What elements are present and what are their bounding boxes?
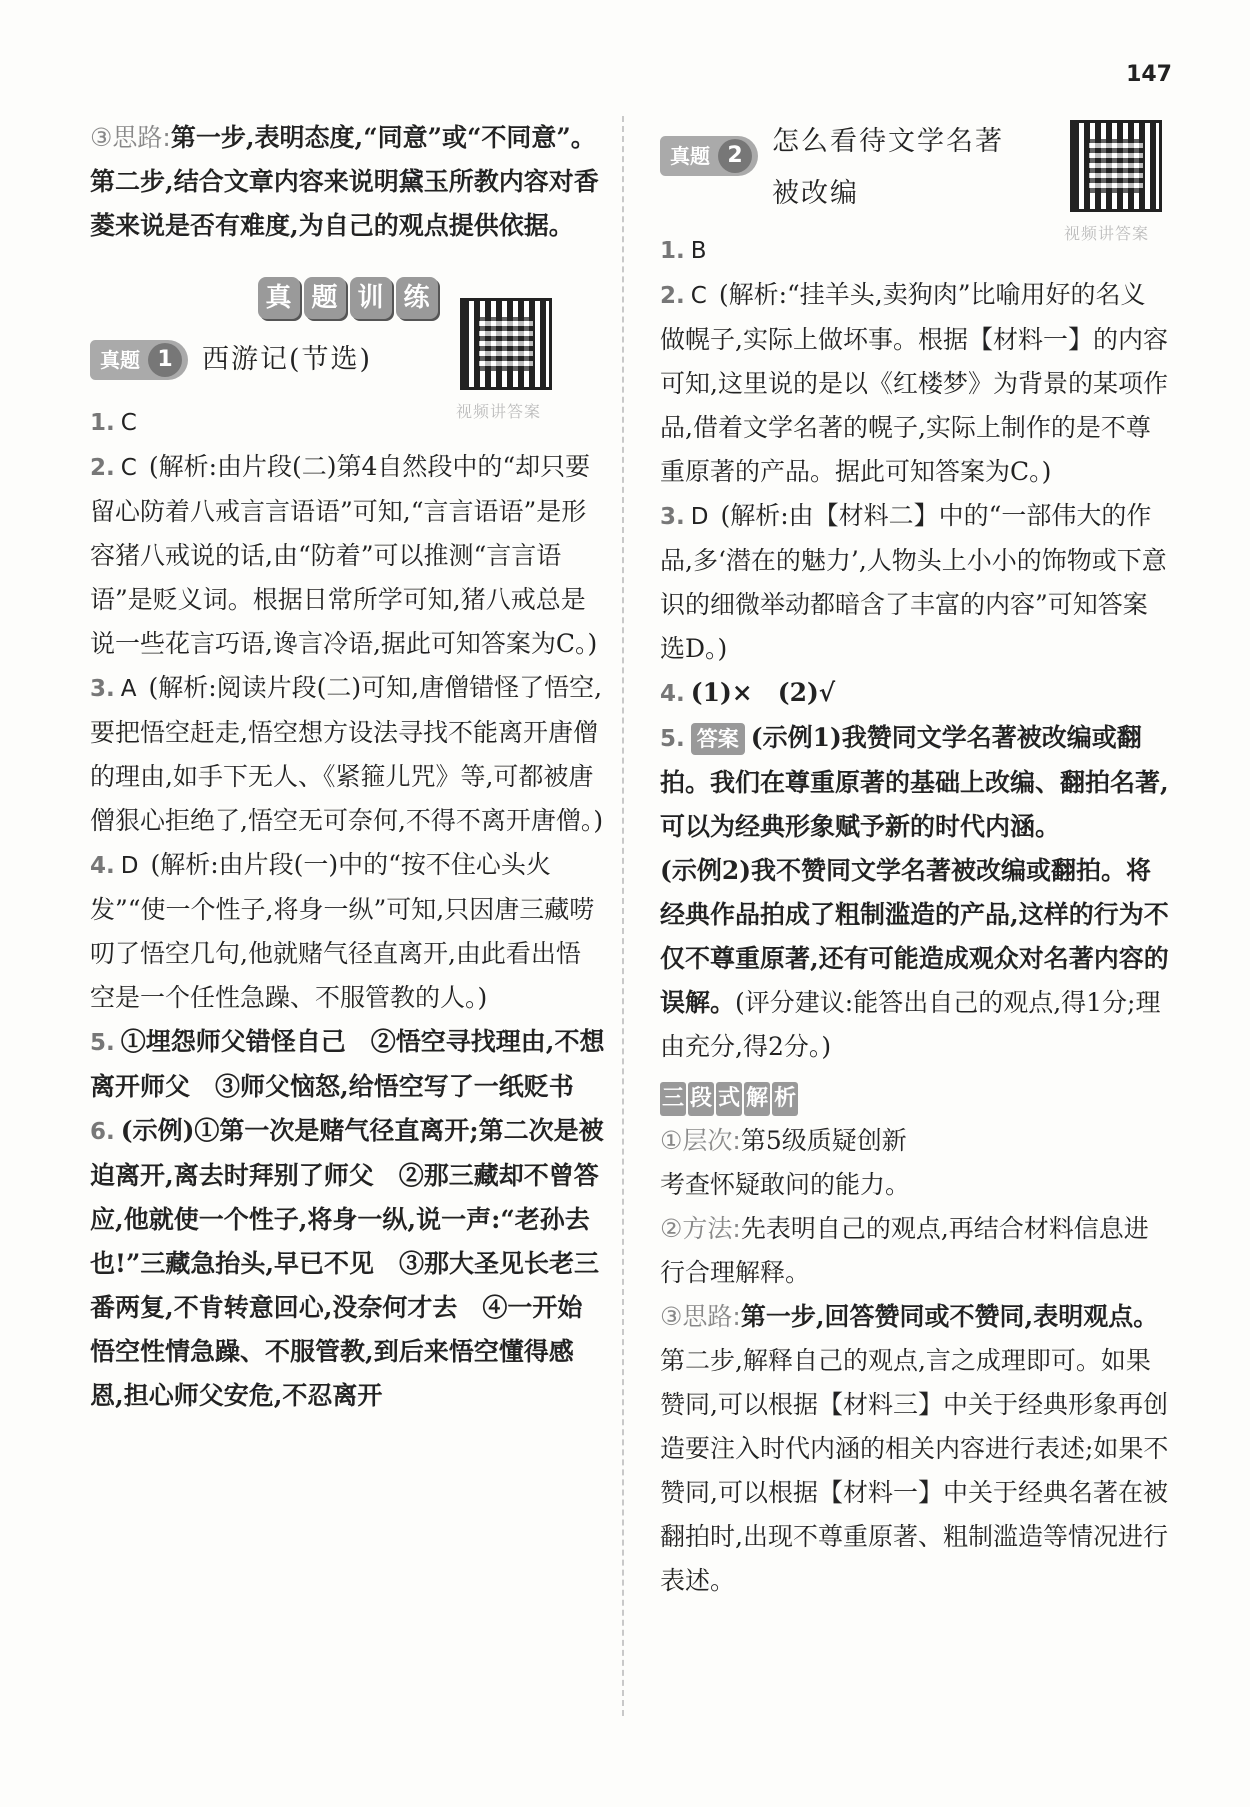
explanation: (解析:由片段(一)中的“按不住心头火发”“使一个性子,将身一纵”可知,只因唐三藏唠叨了悟空几句,他就赌气径直离开,由此看出悟空是一个任性急躁、不服管教的人。) <box>90 850 595 1012</box>
level-text: 第5级质疑创新 <box>740 1126 907 1155</box>
heading-char: 三 <box>660 1082 686 1116</box>
analysis-level-sub: 考查怀疑敢问的能力。 <box>660 1170 911 1199</box>
question-number: 3. <box>660 504 685 530</box>
answer-letter: A <box>120 676 137 702</box>
left-column <box>90 116 605 1418</box>
answer-letter: C <box>120 410 137 436</box>
answer-letter: B <box>690 238 707 264</box>
zhenti-2-tag <box>660 136 758 176</box>
thinking-step1: 第一步,回答赞同或不赞同,表明观点。 <box>740 1302 1159 1331</box>
question-number: 1. <box>90 410 115 436</box>
qr-code-icon[interactable] <box>1070 120 1162 212</box>
zhenti-2-title <box>772 116 1004 220</box>
zhenti-2-title-line2: 被改编 <box>772 178 859 209</box>
right-column <box>660 116 1170 1603</box>
answer-text: (示例)①第一次是赌气径直离开;第二次是被迫离开,离去时拜别了师父 ②那三藏却不曾答应,他就使一个性子,将身一纵,说一声:“老孙去也!”三藏急抬头,早已不见 ③那大圣见长老三番两复,不肯转意回心,没奈何才去 ④一开始悟空性情急躁、不服管教,到后来悟空懂得感恩,担心师父安危,不忍离开 <box>90 1116 604 1410</box>
answer-letter: C <box>690 283 707 309</box>
answer-badge: 答案 <box>691 723 745 755</box>
answer-text: ①埋怨师父错怪自己 ②悟空寻找理由,不想离开师父 ③师父恼怒,给悟空写了一纸贬书 <box>90 1027 605 1101</box>
answer-text: (1)× (2)√ <box>690 678 836 707</box>
scoring-note: (评分建议:能答出自己的观点,得1分;理由充分,得2分。) <box>660 988 1161 1061</box>
zhenti-1-header <box>90 338 605 421</box>
method-label: ②方法: <box>660 1214 741 1243</box>
right-q2 <box>660 273 1170 494</box>
left-q2 <box>90 445 605 666</box>
page-number: 147 <box>1126 62 1172 87</box>
zhenti-tag-number: 1 <box>148 343 182 377</box>
heading-char: 式 <box>716 1082 742 1116</box>
method-text: 先表明自己的观点,再结合材料信息进行合理解释。 <box>660 1214 1149 1287</box>
right-q4 <box>660 671 1170 716</box>
intro-rest: 第二步,结合文章内容来说明黛玉所教内容对香菱来说是否有难度,为自己的观点提供依据。 <box>90 167 599 240</box>
explanation: (解析:由片段(二)第4自然段中的“却只要留心防着八戒言言语语”可知,“言言语语”是形容猪八戒说的话,由“防着”可以推测“言言语语”是贬义词。根据日常所学可知,猪八戒总是说一些花言巧语,谗言冷语,据此可知答案为C。) <box>90 452 598 658</box>
zhenti-2-header <box>660 116 1170 243</box>
answer-letter: D <box>120 853 139 879</box>
analysis-level <box>660 1119 1170 1163</box>
analysis-method <box>660 1207 1170 1295</box>
question-number: 3. <box>90 676 115 702</box>
question-number: 4. <box>660 681 685 707</box>
level-label: ①层次: <box>660 1126 741 1155</box>
zhenti-1-tag <box>90 340 188 380</box>
right-q3 <box>660 494 1170 671</box>
question-number: 6. <box>90 1119 115 1145</box>
question-number: 1. <box>660 238 685 264</box>
zhenti-tag-label: 真题 <box>670 144 710 168</box>
question-number: 4. <box>90 853 115 879</box>
question-number: 2. <box>660 283 685 309</box>
explanation: (解析:“挂羊头,卖狗肉”比喻用好的名义做幌子,实际上做坏事。根据【材料一】的内容可知,这里说的是以《红楼梦》为背景的某项作品,借着文学名著的幌子,实际上制作的是不尊重原著的产品。据此可知答案为C。) <box>660 280 1168 486</box>
heading-char: 段 <box>688 1082 714 1116</box>
explanation: (解析:由【材料二】中的“一部伟大的作品,多‘潜在的魅力’,人物头上小小的饰物或下意识的细微举动都暗含了丰富的内容”可知答案选D。) <box>660 501 1167 663</box>
section-title-char: 训 <box>350 277 392 319</box>
intro-line1: 第一步,表明态度,“同意”或“不同意”。 <box>170 123 596 152</box>
section-title-char: 练 <box>396 277 438 319</box>
analysis-thinking <box>660 1295 1170 1339</box>
question-number: 5. <box>90 1030 115 1056</box>
left-q6 <box>90 1109 605 1418</box>
question-number: 2. <box>90 455 115 481</box>
answer-letter: C <box>120 455 137 481</box>
question-number: 5. <box>660 726 685 752</box>
heading-char: 析 <box>772 1082 798 1116</box>
section-title-char: 真 <box>258 277 300 319</box>
zhenti-tag-number: 2 <box>718 139 752 173</box>
explanation: (解析:阅读片段(二)可知,唐僧错怪了悟空,要把悟空赶走,悟空想方设法寻找不能离开唐僧的理由,如手下无人、《紧箍儿咒》等,可都被唐僧狠心拒绝了,悟空无可奈何,不得不离开唐僧。) <box>90 673 604 835</box>
column-divider <box>622 116 624 1716</box>
three-part-analysis-heading <box>660 1075 800 1119</box>
intro-label: ③思路: <box>90 123 171 152</box>
zhenti-tag-label: 真题 <box>100 348 140 372</box>
left-q3 <box>90 666 605 843</box>
qr-caption: 视频讲答案 <box>456 402 542 421</box>
zhenti-1-title: 西游记(节选) <box>202 344 373 375</box>
example-1: (示例1)我赞同文学名著被改编或翻拍。我们在尊重原著的基础上改编、翻拍名著,可以为经典形象赋予新的时代内涵。 <box>660 723 1169 841</box>
right-q5 <box>660 716 1170 849</box>
right-q5-example2 <box>660 849 1170 1069</box>
answer-letter: D <box>690 504 709 530</box>
left-q4 <box>90 843 605 1020</box>
qr-code-icon[interactable] <box>460 298 552 390</box>
zhenti-2-title-line1: 怎么看待文学名著 <box>772 126 1004 157</box>
analysis-thinking-step2: 第二步,解释自己的观点,言之成理即可。如果赞同,可以根据【材料三】中关于经典形象再创造要注入时代内涵的相关内容进行表述;如果不赞同,可以根据【材料一】中关于经典名著在被翻拍时,出现不尊重原著、粗制滥造等情况进行表述。 <box>660 1346 1169 1595</box>
intro-thinking <box>90 116 605 248</box>
heading-char: 解 <box>744 1082 770 1116</box>
section-title-char: 题 <box>304 277 346 319</box>
example-2: (示例2)我不赞同文学名著被改编或翻拍。将经典作品拍成了粗制滥造的产品,这样的行为不仅不尊重原著,还有可能造成观众对名著内容的误解。 <box>660 856 1169 1017</box>
thinking-label: ③思路: <box>660 1302 741 1331</box>
qr-caption: 视频讲答案 <box>1064 224 1150 243</box>
left-q5 <box>90 1020 605 1109</box>
